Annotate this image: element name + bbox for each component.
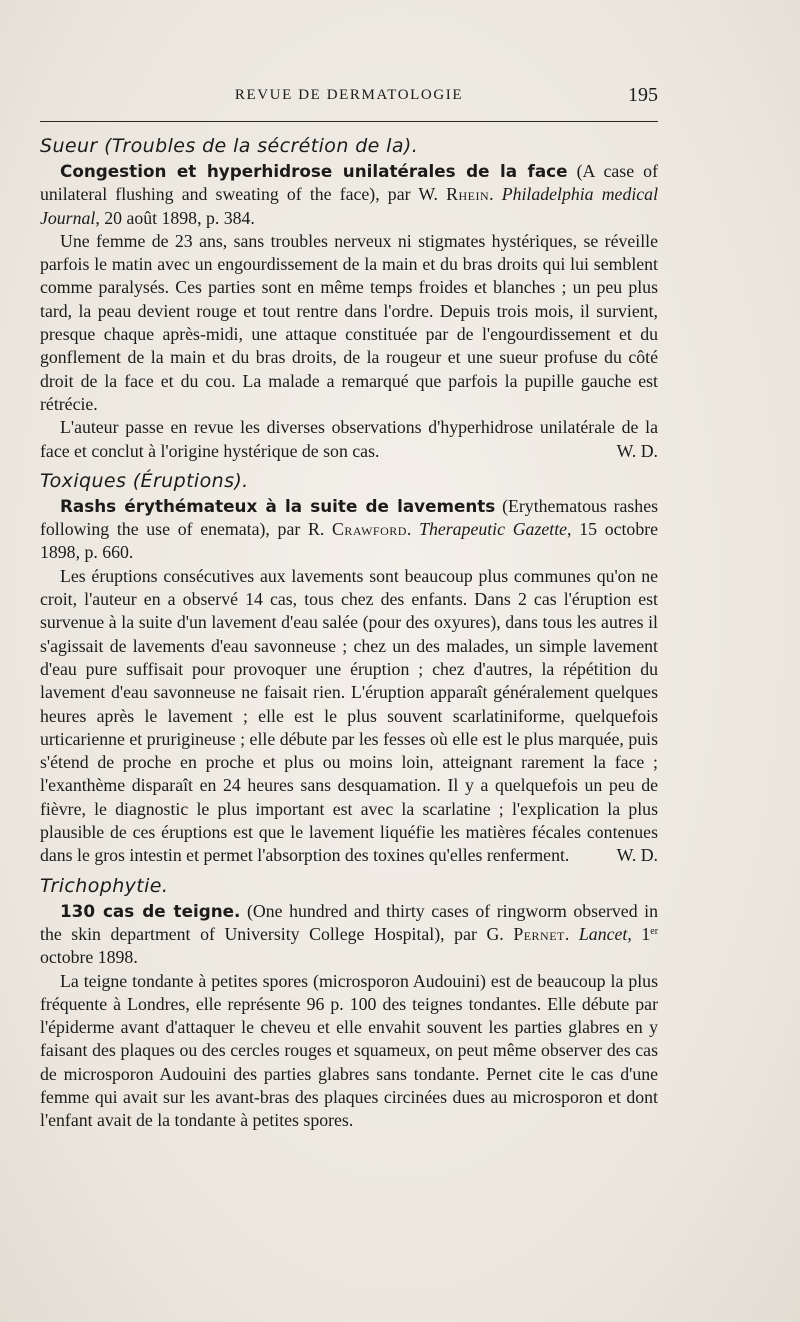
journal-name: Philadelphia medical Journal (40, 184, 659, 228)
article-title: Rashs érythémateux à la suite de lavements (60, 495, 496, 516)
paragraph-text: Les éruptions consécutives aux lavements sont beaucoup plus communes qu'on ne croit, l'auteur en a observé 14 cas, tous chez des enfants. Dans 2 cas l'éruption est survenue à la suite d'un lavement d'eau salée (pour des oxyures), dans tous les autres il s'agissait de lavements d'eau savonneuse ; chez un des malades, un simple lavement d'eau pure suffisait pour provoquer une éruption ; chez d'autres, la répétition du lavement d'eau savonneuse ne faisait rien. L'éruption apparaît généralement quelques heures après le lavement ; elle est le plus souvent scarlatiniforme, quelquefois urticarienne et prurigineuse ; elle débute par les fesses où elle est le plus marquée, puis s'étend de proche en proche et plus ou moins loin, atteignant rarement la face ; l'exanthème disparaît en 24 heures sans desquamation. Il y a quelquefois un peu de fièvre, le diagnostic le plus important est avec la scarlatine ; l'explication la plus plausible de ces éruptions est que le lavement liquéfie les matières fécales contenues dans le gros intestin et permet l'absorption des toxines qu'elles renferment. (40, 565, 658, 866)
article-title: Congestion et hyperhidrose unilatérales de la face (60, 161, 568, 181)
citation-text: (A case of unilateral flushing and sweating of the face), par W. (40, 161, 658, 205)
signature: W. D. (616, 440, 658, 461)
paragraph (40, 565, 658, 868)
article-citation (40, 900, 658, 970)
article-citation (40, 495, 658, 565)
section-heading-trichophytie: Trichophytie. (40, 874, 169, 897)
section-heading-sueur: Sueur (Troubles de la sécrétion de la). (40, 135, 419, 157)
citation-separator: . (489, 184, 502, 205)
citation-text: (One hundred and thirty cases of ringworm observed in the skin department of University College Hospital), par G. (40, 900, 658, 944)
paragraph-text: L'auteur passe en revue les diverses observations d'hyperhidrose unilatérale de la face et conclut à l'origine hystérique de son cas. (40, 417, 658, 461)
journal-name: Therapeutic Gazette (419, 519, 568, 540)
paragraph: La teigne tondante à petites spores (microsporon Audouini) est de beaucoup la plus fréquente à Londres, elle représente 96 p. 100 des teignes tondantes. Elle débute par l'épiderme avant d'attaquer le cheveu et elle envahit souvent les parties glabres en y faisant des plaques ou des cercles rouges et squameux, on peut même observer des cas de microsporon Audouini des parties glabres sans tondante. Pernet cite le cas d'une femme qui avait sur les avant-bras des plaques circinées dues au microsporon et dont l'enfant avait de la tondante à petites spores. (40, 970, 658, 1131)
citation-date-tail: octobre 1898. (40, 947, 138, 968)
citation-date: , 15 octobre 1898, p. 660. (40, 519, 659, 563)
citation-separator: . (406, 519, 420, 540)
author-name: Crawford (332, 519, 407, 540)
citation-date: , 1 (627, 923, 651, 944)
running-title: REVUE DE DERMATOLOGIE (234, 87, 464, 103)
section-heading-toxiques: Toxiques (Éruptions). (40, 469, 249, 492)
paragraph (40, 416, 658, 463)
page-content (40, 132, 658, 1133)
running-head (40, 84, 658, 108)
page-number: 195 (628, 84, 658, 106)
signature: W. D. (616, 845, 658, 866)
citation-text: (Erythematous rashes following the use of enemata), par R. (40, 495, 659, 540)
header-rule (40, 121, 658, 122)
author-name: Pernet (513, 923, 565, 944)
citation-separator: . (564, 923, 579, 944)
article-citation (40, 160, 658, 230)
paragraph: Une femme de 23 ans, sans troubles nerveux ni stigmates hystériques, se réveille parfois le matin avec un engourdissement de la main et du bras droits qui lui semblent comme paralysés. Ces parties sont en même temps froides et blanches ; un peu plus tard, la peau devient rouge et tout rentre dans l'ordre. Depuis trois mois, il survient, presque chaque après-midi, une attaque constituée par de l'engourdissement et du gonflement de la main et du bras droits, de la rougeur et une sueur profuse du côté droit de la face et du cou. La malade a remarqué que parfois la pupille gauche est rétrécie. (40, 230, 658, 414)
citation-date: , 20 août 1898, p. 384. (95, 207, 255, 228)
ordinal-superscript: er (650, 925, 659, 937)
journal-name: Lancet (578, 923, 628, 944)
author-name: Rhein (446, 184, 490, 205)
article-title: 130 cas de teigne. (60, 900, 241, 921)
